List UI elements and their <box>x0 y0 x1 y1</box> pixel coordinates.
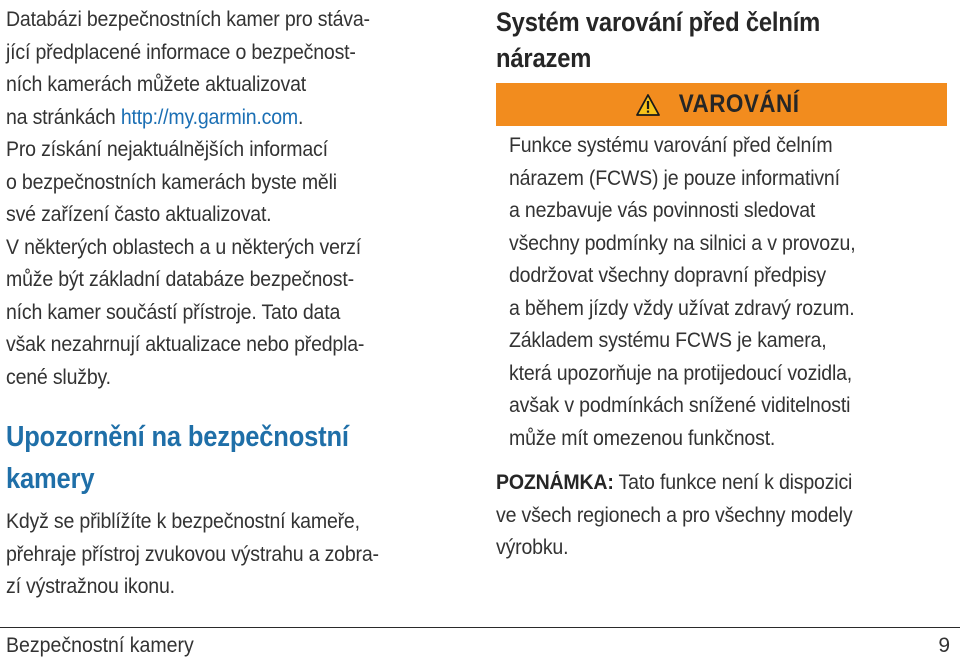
text-line: o bezpečnostních kamerách byste měli <box>6 170 337 194</box>
text-line: Základem systému FCWS je kamera, <box>509 329 827 352</box>
text-line: která upozorňuje na protijedoucí vozidla, <box>509 361 853 385</box>
note-paragraph <box>496 467 952 565</box>
alert-paragraph <box>6 506 464 604</box>
heading-line: nárazem <box>496 43 592 73</box>
footer-divider <box>0 627 960 628</box>
text-line: ních kamer součástí přístroje. Tato data <box>6 300 341 324</box>
text-line: jící předplacené informace o bezpečnost- <box>6 40 356 64</box>
text-line: své zařízení často aktualizovat. <box>6 203 272 226</box>
warning-label: VAROVÁNÍ <box>679 90 800 118</box>
text-line: V některých oblastech a u některých verzí <box>6 235 361 259</box>
text-fragment: . <box>298 105 304 129</box>
text-line: a nezbavuje vás povinnosti sledovat <box>509 199 816 222</box>
warning-text <box>496 130 952 455</box>
database-paragraph <box>6 4 464 232</box>
text-line: může být základní databáze bezpečnost- <box>6 268 354 291</box>
regions-paragraph <box>6 232 464 395</box>
heading-line: Systém varování před čelním <box>496 7 821 37</box>
garmin-link[interactable]: http://my.garmin.com <box>120 105 299 129</box>
text-fragment: Tato funkce není k dispozici <box>613 471 853 494</box>
footer-section-title: Bezpečnostní kamery <box>6 634 194 657</box>
text-line: přehraje přístroj zvukovou výstrahu a zobra- <box>6 542 379 566</box>
heading-line: kamery <box>6 463 95 495</box>
note-label: POZNÁMKA: <box>496 471 614 494</box>
text-line: všechny podmínky na silnici a v provozu, <box>509 231 856 255</box>
text-line: výrobku. <box>496 536 569 559</box>
text-line-with-link <box>6 102 432 135</box>
text-fragment: na stránkách <box>6 105 121 129</box>
text-line: cené služby. <box>6 365 111 389</box>
warning-triangle-icon <box>636 94 660 116</box>
text-line: může mít omezenou funkčnost. <box>509 426 776 450</box>
text-line: zí výstražnou ikonu. <box>6 575 175 598</box>
text-line: dodržovat všechny dopravní předpisy <box>509 264 827 287</box>
text-line: avšak v podmínkách snížené viditelnosti <box>509 394 851 417</box>
text-line <box>496 467 920 500</box>
left-column <box>6 4 464 604</box>
right-column <box>496 4 952 565</box>
warning-banner <box>496 83 947 126</box>
text-line: a během jízdy vždy užívat zdravý rozum. <box>509 296 855 320</box>
page-number: 9 <box>938 634 950 657</box>
text-line: ních kamerách můžete aktualizovat <box>6 73 306 96</box>
text-line: nárazem (FCWS) je pouze informativní <box>509 166 840 190</box>
text-line: Když se přiblížíte k bezpečnostní kameře, <box>6 510 360 533</box>
text-line: Funkce systému varování před čelním <box>509 134 833 157</box>
heading-line: Upozornění na bezpečnostní <box>6 421 349 453</box>
text-line: Pro získání nejaktuálnějších informací <box>6 138 328 161</box>
text-line: ve všech regionech a pro všechny modely <box>496 503 853 527</box>
text-line: však nezahrnují aktualizace nebo předpla- <box>6 333 365 356</box>
fcws-heading <box>496 4 952 76</box>
safety-camera-alerts-heading <box>6 416 464 500</box>
text-line: Databázi bezpečnostních kamer pro stáva- <box>6 8 370 31</box>
